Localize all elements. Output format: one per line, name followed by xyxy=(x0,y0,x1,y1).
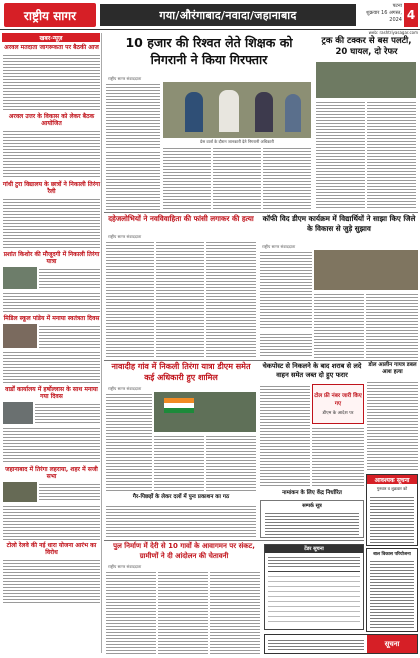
notice-box xyxy=(366,474,418,546)
box-sub: डीएम के आदेश पर xyxy=(322,411,354,416)
right-top-headline: ट्रक की टक्कर से बस पलटी, 20 घायल, दो रेफर xyxy=(321,36,412,57)
brief-body-6a xyxy=(35,402,100,424)
date-block xyxy=(358,3,402,24)
paper-logo: राष्ट्रीय सागर xyxy=(4,3,96,27)
small2-headline-wrap xyxy=(260,490,364,497)
right-small-headline: डोल आलीन गायत्र डबल आश हत्या xyxy=(368,362,417,375)
lead-body-col2 xyxy=(163,146,211,210)
dowry-body-2 xyxy=(156,240,204,358)
tiranga-body-2 xyxy=(154,434,204,492)
brief-photo-1 xyxy=(3,267,37,289)
divider xyxy=(104,212,418,213)
right-small-headline-wrap xyxy=(367,362,418,376)
footer-ad xyxy=(264,634,418,654)
brief-body-2 xyxy=(3,129,100,179)
dowry-headline: दहेजलोभियों ने नवविवाहिता की फांसी लगाकर की हत्या xyxy=(108,214,254,223)
box-headline: टोल फ्री नंबर जारी किए गए xyxy=(314,393,362,407)
dm-photo xyxy=(314,250,418,290)
brief-headline-8: टोलो रेलवे की नई धारा योजना आरंभ का विरोध xyxy=(6,542,97,556)
footer-ad-text xyxy=(268,638,364,650)
dm-body-2 xyxy=(314,292,364,358)
lead-photo-caption: प्रेस वार्ता के दौरान जानकारी देते निगरानी अधिकारी xyxy=(200,139,274,144)
checkpost-body-2 xyxy=(312,426,364,488)
bridge-byline: राष्ट्रीय सागर संवाददाता xyxy=(108,564,142,569)
brief-body-1 xyxy=(3,53,100,111)
brief-headline-3: गांधी टुरा विद्यालय के छात्रों ने निकाली तिरंगा रैली xyxy=(2,181,101,195)
tiranga-headline: नावादीह गांव में निकली तिरंगा यात्रा डीएम समेत कई अधिकारी हुए शामिल xyxy=(111,362,251,382)
small2-headline: नामांकन के लिए केंद्र निर्धारित xyxy=(282,490,342,496)
lead-headline: 10 हजार की रिश्वत लेते शिक्षक को निगरानी ने किया गिरफ्तार xyxy=(125,35,293,67)
minister-headline: गैर-पिछड़ों के लेकर दलों में पुनः प्रकाशन का गठ xyxy=(132,494,230,500)
right-bottom-title: बाल विकास परियोजना xyxy=(373,552,411,557)
right-top-headline-wrap xyxy=(315,36,418,58)
brief-body-8 xyxy=(3,558,100,604)
brief-headline-1: अरवल मतदाता जागरूकता पर बैठकी आज xyxy=(4,44,99,51)
edition-band: गया/औरंगाबाद/नवादा/जहानाबाद xyxy=(100,4,356,26)
tiranga-photo xyxy=(154,392,256,432)
brief-body-5 xyxy=(3,350,100,384)
brief-body-7a xyxy=(39,482,100,502)
brief-body-4a xyxy=(39,267,100,289)
small-ad-body xyxy=(265,511,359,537)
lead-photo xyxy=(163,82,311,138)
brief-headline-5: मिडिल स्कूल पांडेय में मनाया स्वतंत्रता दिवस xyxy=(3,315,100,322)
footer-ad-title: सूचना xyxy=(367,635,417,653)
tiranga-body-3 xyxy=(206,434,256,492)
tender-table xyxy=(264,544,364,630)
lead-body-col3 xyxy=(213,146,261,210)
dowry-body-3 xyxy=(206,240,256,358)
checkpost-box xyxy=(312,384,364,424)
checkpost-headline-wrap xyxy=(260,362,364,380)
brief-photo-2 xyxy=(3,324,37,348)
left-column xyxy=(2,33,102,653)
brief-photo-4 xyxy=(3,482,37,502)
website-line: web: rashtriyasagar.com xyxy=(368,30,418,35)
page-number: 4 xyxy=(404,3,418,27)
tender-intro xyxy=(268,555,360,569)
dowry-body-1 xyxy=(106,240,154,358)
right-top-body-1 xyxy=(316,100,365,210)
lead-body-col1b xyxy=(106,150,160,210)
brief-photo-3 xyxy=(3,402,33,424)
tiranga-headline-wrap xyxy=(106,362,256,383)
dowry-byline: राष्ट्रीय सागर संवाददाता xyxy=(108,234,142,239)
brief-headline-6: वार्डों कार्यालय में हर्षोल्लास के साथ मनाया गया दिवस xyxy=(5,386,98,400)
lead-body-col1 xyxy=(106,82,160,148)
right-top-body-2 xyxy=(367,100,416,210)
masthead xyxy=(0,0,420,30)
dm-body-3 xyxy=(366,292,418,358)
brief-body-6 xyxy=(3,426,100,464)
bridge-body-3 xyxy=(210,570,260,654)
brief-headline-2: अरवल उत्तर के विकास को लेकर बैठक आयोजित xyxy=(8,113,95,127)
dm-byline: राष्ट्रीय सागर संवाददाता xyxy=(262,244,296,249)
lead-byline: राष्ट्रीय सागर संवाददाता xyxy=(108,76,142,81)
right-bottom-box xyxy=(366,548,418,632)
minister-headline-wrap xyxy=(106,494,256,501)
section-tag: खबर-न्यूज़ xyxy=(2,33,100,42)
brief-body-5a xyxy=(39,324,100,348)
bridge-body-1 xyxy=(106,570,156,654)
dm-body-1b xyxy=(260,332,312,358)
brief-headline-7: जहानाबाद में तिरंगा लहराया, शहर में सजी सभा xyxy=(5,466,98,480)
brief-body-4 xyxy=(3,291,100,313)
dm-body-1 xyxy=(260,250,312,330)
notice-title: आवश्यक सूचना xyxy=(367,475,417,484)
right-small-body xyxy=(367,380,418,470)
divider xyxy=(104,360,418,361)
city-label: पटना xyxy=(392,3,402,9)
dm-headline-wrap xyxy=(260,214,418,233)
tiranga-byline: राष्ट्रीय सागर संवाददाता xyxy=(108,386,142,391)
right-top-photo xyxy=(316,62,416,98)
notice-body xyxy=(370,495,414,545)
divider xyxy=(104,540,364,541)
brief-body-3 xyxy=(3,197,100,249)
lead-body-col4 xyxy=(263,146,311,210)
tender-table-title: टेंडर सूचना xyxy=(265,545,363,553)
dowry-headline-wrap xyxy=(106,214,256,223)
right-bottom-body xyxy=(370,559,414,629)
bridge-headline-wrap xyxy=(106,542,262,561)
small-ad-box xyxy=(260,500,364,538)
small-ad-title: सम्पर्क सूत्र xyxy=(302,503,322,509)
bridge-body-2 xyxy=(158,570,208,654)
notice-sub: गुरुवार व शुक्रवार को xyxy=(376,486,408,491)
checkpost-body-1 xyxy=(260,384,310,488)
tiranga-body-1 xyxy=(106,392,152,492)
brief-headline-4: प्रशांत किशोर की मौजूदगी में निकाली तिरंगा यात्रा xyxy=(3,251,100,265)
bridge-headline: पुल निर्माण में देरी से 10 गावों के आवागमन पर संकट, ग्रामीणों ने दी आंदोलन की चेतावनी xyxy=(113,542,255,560)
dm-headline: कॉफी विद डीएम कार्यक्रम में विद्यार्थियों ने साझा किए जिले के विकास से जुड़े सुझाव xyxy=(262,214,416,233)
minister-body xyxy=(106,504,256,538)
date-line: शुक्रवार 16 अगस्त, 2024 xyxy=(366,10,402,23)
brief-body-7 xyxy=(3,504,100,540)
checkpost-headline: चेकपोस्ट से निकलने के बाद शराब से लदे वाहन समेत जब्त दो हुए फरार xyxy=(262,362,362,379)
lead-headline-wrap xyxy=(106,34,312,74)
